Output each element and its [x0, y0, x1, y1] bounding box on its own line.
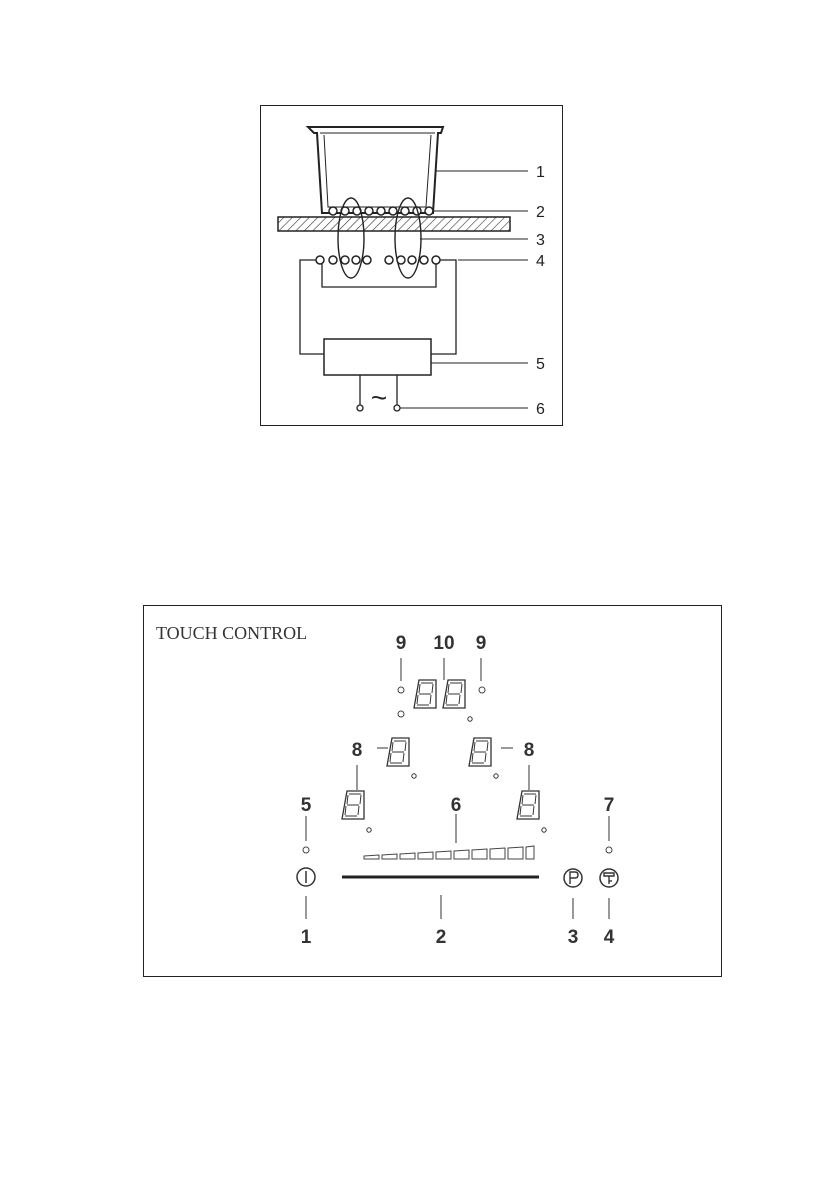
callout-2: 2	[536, 204, 545, 221]
callout-4: 4	[603, 927, 615, 948]
induction-principle-diagram	[260, 105, 563, 426]
callout-8-left: 8	[351, 740, 363, 761]
callout-2: 2	[435, 927, 447, 948]
touch-control-panel	[143, 605, 722, 977]
callout-10: 10	[433, 633, 455, 654]
power-on-off-button[interactable]	[297, 868, 315, 886]
callout-9-left: 9	[395, 633, 407, 654]
child-lock-button[interactable]	[600, 869, 618, 887]
glass-ceramic-plate	[278, 217, 510, 231]
callout-3: 3	[536, 232, 545, 249]
callout-6: 6	[536, 401, 545, 418]
boost-p-button[interactable]	[564, 869, 582, 887]
callout-1: 1	[300, 927, 312, 948]
callout-4: 4	[536, 253, 545, 270]
callout-6: 6	[450, 795, 462, 816]
electronic-circuit-box	[324, 339, 431, 375]
ac-symbol: ~	[370, 382, 388, 413]
callout-7: 7	[603, 795, 615, 816]
callout-9-right: 9	[475, 633, 487, 654]
callout-8-right: 8	[523, 740, 535, 761]
callout-5: 5	[300, 795, 312, 816]
callout-1: 1	[536, 164, 545, 181]
panel-title: TOUCH CONTROL	[156, 623, 308, 643]
callout-3: 3	[567, 927, 579, 948]
callout-5: 5	[536, 356, 545, 373]
